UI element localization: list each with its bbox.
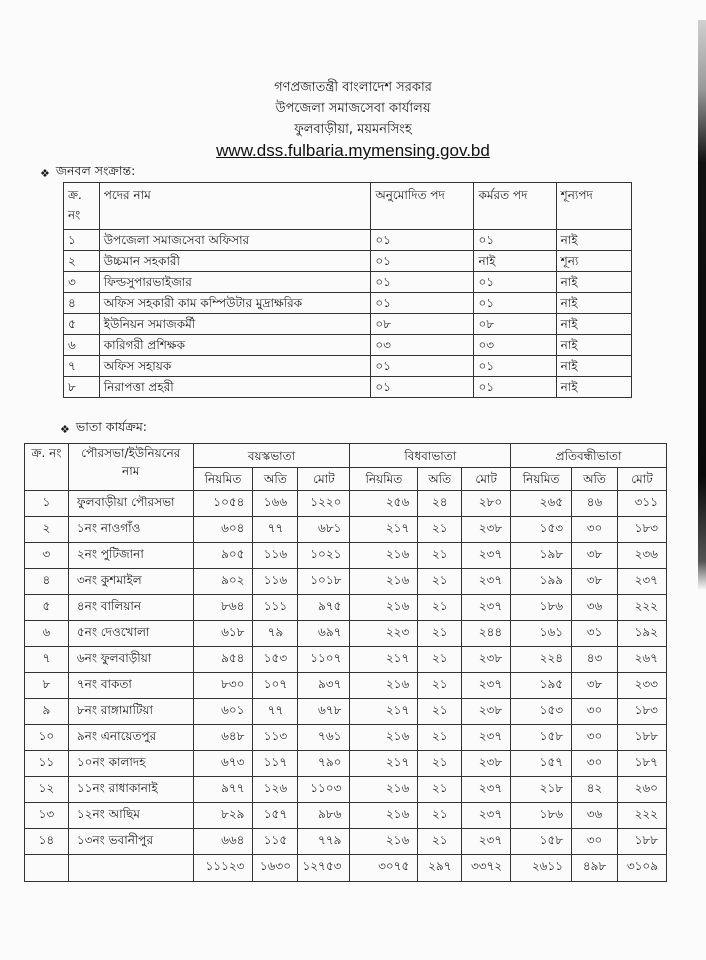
vacant-cell: নাই [556,314,631,335]
widow-total-cell: ২৩৭ [462,803,511,829]
serial-cell: ৮ [25,673,69,699]
elderly-extreme-cell: ১১৭ [253,751,298,777]
elderly-extreme-cell: ১১৬ [253,543,298,569]
union-name-cell: ১২নং আছিম [68,803,193,829]
allowance-row [25,803,667,829]
disability-regular-cell: ১৫৮ [511,725,572,751]
allowance-row [25,699,667,725]
disability-extreme-cell: ৪৬ [572,491,618,517]
allowance-row [25,491,667,517]
union-name-cell: ১নং নাওগাঁও [68,517,193,543]
manpower-title-text: জনবল সংক্রান্ত: [55,163,136,178]
widow-total-cell: ২৩৭ [462,829,511,855]
allowance-section-title [60,419,147,439]
four-diamond-bullet-icon: ❖ [60,422,68,436]
elderly-total-cell: ১১০৩ [298,777,350,803]
elderly-regular-cell: ১১১২৩ [193,855,253,882]
allowance-row [25,569,667,595]
allowance-row [25,647,667,673]
manpower-row [64,251,632,272]
manpower-row [64,272,632,293]
elderly-total-cell: ৬৯৭ [298,621,350,647]
elderly-extreme-cell: ১৬৬ [253,491,298,517]
disability-regular-cell: ২২৪ [511,647,572,673]
manpower-row [64,230,632,251]
widow-total-cell: ২৩৭ [462,569,511,595]
elderly-extreme-cell: ১৬৩০ [253,855,298,882]
approved-cell: ০৮ [371,314,474,335]
col-union-name: পৌরসভা/ইউনিয়নের নাম [68,444,193,491]
serial-cell: ১৪ [25,829,69,855]
serial-cell: ১০ [25,725,69,751]
widow-regular-cell: ২১৭ [350,699,418,725]
widow-extreme-cell: ২১ [418,699,462,725]
elderly-total-cell: ৯৭৫ [298,595,350,621]
widow-total-cell: ২৮০ [462,491,511,517]
widow-extreme-cell: ২১ [418,751,462,777]
elderly-extreme-cell: ১১৫ [253,829,298,855]
disability-extreme-cell: ৩৮ [572,569,618,595]
disability-total-cell: ৩১০৯ [617,855,666,882]
serial-cell: ৬ [25,621,69,647]
post-name-cell: উপজেলা সমাজসেবা অফিসার [99,230,371,251]
elderly-total-cell: ১০১৮ [298,569,350,595]
elderly-extreme-cell: ৭৭ [253,517,298,543]
elderly-extreme-cell: ১১৩ [253,725,298,751]
approved-cell: ০১ [371,377,474,398]
working-cell: নাই [474,251,556,272]
elderly-regular-cell: ৯৭৭ [193,777,253,803]
serial-cell: ৩ [25,543,69,569]
manpower-table [63,182,632,398]
disability-extreme-cell: ৩০ [572,725,618,751]
allowance-row [25,725,667,751]
vacant-cell: শূন্য [556,251,631,272]
disability-regular-cell: ২৬৫ [511,491,572,517]
header-government: গণপ্রজাতন্ত্রী বাংলাদেশ সরকার [274,80,432,95]
allowance-title-text: ভাতা কার্যক্রম: [75,419,147,434]
allowance-row [25,751,667,777]
disability-total-cell: ২২২ [617,803,666,829]
manpower-row [64,356,632,377]
disability-regular-cell: ১৫৭ [511,751,572,777]
serial-cell: ১৩ [25,803,69,829]
serial-cell: ৩ [64,272,100,293]
disability-extreme-cell: ৪৩ [572,647,618,673]
working-cell: ০১ [474,272,556,293]
allowance-row [25,673,667,699]
disability-extreme-cell: ৩৬ [572,803,618,829]
elderly-regular-cell: ৯০২ [193,569,253,595]
widow-regular-cell: ২১৬ [350,725,418,751]
sub-total: মোট [617,468,666,491]
disability-regular-cell: ২১৮ [511,777,572,803]
vacant-cell: নাই [556,293,631,314]
serial-cell: ২ [64,251,100,272]
allowance-row [25,517,667,543]
disability-total-cell: ১৮৮ [617,829,666,855]
widow-regular-cell: ২১৬ [350,595,418,621]
union-name-cell: ১১নং রাধাকানাই [68,777,193,803]
union-name-cell: ৮নং রাঙ্গামাটিয়া [68,699,193,725]
post-name-cell: ইউনিয়ন সমাজকর্মী [99,314,371,335]
group-disability-allowance: প্রতিবন্ধীভাতা [511,444,667,468]
elderly-total-cell: ৯৮৬ [298,803,350,829]
widow-total-cell: ২৩৭ [462,673,511,699]
widow-total-cell: ২৪৪ [462,621,511,647]
disability-extreme-cell: ৩১ [572,621,618,647]
col-working: কর্মরত পদ [474,183,556,230]
widow-total-cell: ২৩৭ [462,595,511,621]
serial-cell: ৫ [25,595,69,621]
elderly-extreme-cell: ১১১ [253,595,298,621]
widow-total-cell: ২৩৭ [462,543,511,569]
widow-extreme-cell: ২১ [418,595,462,621]
manpower-row [64,377,632,398]
union-name-cell: ৬নং ফুলবাড়ীয়া [68,647,193,673]
allowance-row [25,595,667,621]
approved-cell: ০৩ [371,335,474,356]
widow-regular-cell: ৩০৭৫ [350,855,418,882]
post-name-cell: উচ্চমান সহকারী [99,251,371,272]
sub-total: মোট [462,468,511,491]
serial-cell: ৪ [64,293,100,314]
widow-extreme-cell: ২১ [418,543,462,569]
manpower-table-body [64,230,632,398]
serial-cell: ৬ [64,335,100,356]
approved-cell: ০১ [371,230,474,251]
elderly-extreme-cell: ১৫৩ [253,647,298,673]
disability-regular-cell: ১৯৯ [511,569,572,595]
disability-regular-cell: ১৫৩ [511,517,572,543]
union-name-cell: ফুলবাড়ীয়া পৌরসভা [68,491,193,517]
disability-total-cell: ১৮৩ [617,699,666,725]
disability-extreme-cell: ৩০ [572,829,618,855]
elderly-regular-cell: ১০৫৪ [193,491,253,517]
sub-regular: নিয়মিত [511,468,572,491]
manpower-row [64,335,632,356]
serial-cell: ৪ [25,569,69,595]
serial-cell: ১১ [25,751,69,777]
working-cell: ০১ [474,356,556,377]
disability-extreme-cell: ৩৬ [572,595,618,621]
union-name-cell [68,855,193,882]
sub-extreme: অতি [253,468,298,491]
widow-regular-cell: ২১৭ [350,647,418,673]
union-name-cell: ১৩নং ভবানীপুর [68,829,193,855]
disability-total-cell: ২৩৩ [617,673,666,699]
disability-extreme-cell: ৩০ [572,517,618,543]
vacant-cell: নাই [556,230,631,251]
sub-extreme: অতি [572,468,618,491]
widow-extreme-cell: ২১ [418,829,462,855]
approved-cell: ০১ [371,272,474,293]
widow-extreme-cell: ২১ [418,517,462,543]
working-cell: ০১ [474,230,556,251]
allowance-row [25,829,667,855]
union-name-cell: ৪নং বালিয়ান [68,595,193,621]
disability-extreme-cell: ৩০ [572,699,618,725]
disability-regular-cell: ১৫৩ [511,699,572,725]
manpower-row [64,293,632,314]
widow-total-cell: ৩৩৭২ [462,855,511,882]
elderly-regular-cell: ৮২৯ [193,803,253,829]
widow-regular-cell: ২১৭ [350,751,418,777]
elderly-total-cell: ৯৩৭ [298,673,350,699]
elderly-regular-cell: ৬১৮ [193,621,253,647]
widow-extreme-cell: ২৪ [418,491,462,517]
four-diamond-bullet-icon: ❖ [40,166,48,180]
disability-total-cell: ২৩৬ [617,543,666,569]
disability-regular-cell: ১৮৬ [511,595,572,621]
widow-extreme-cell: ২১ [418,725,462,751]
elderly-extreme-cell: ৭৯ [253,621,298,647]
widow-extreme-cell: ২১ [418,621,462,647]
col-post-name: পদের নাম [99,183,371,230]
post-name-cell: অফিস সহকারী কাম কম্পিউটার মুদ্রাক্ষরিক [99,293,371,314]
elderly-total-cell: ১০২১ [298,543,350,569]
serial-cell: ৮ [64,377,100,398]
elderly-extreme-cell: ১০৭ [253,673,298,699]
allowance-row [25,777,667,803]
disability-extreme-cell: ৪২ [572,777,618,803]
disability-total-cell: ২২২ [617,595,666,621]
website-link[interactable]: www.dss.fulbaria.mymensing.gov.bd [216,141,490,160]
vacant-cell: নাই [556,377,631,398]
union-name-cell: ৫নং দেওখোলা [68,621,193,647]
sub-regular: নিয়মিত [193,468,253,491]
widow-total-cell: ২৩৭ [462,725,511,751]
widow-regular-cell: ২১৬ [350,777,418,803]
elderly-total-cell: ৭৭৯ [298,829,350,855]
widow-extreme-cell: ২১ [418,673,462,699]
post-name-cell: নিরাপত্তা প্রহরী [99,377,371,398]
union-name-cell: ২নং পুটিজানা [68,543,193,569]
disability-total-cell: ১৯২ [617,621,666,647]
elderly-regular-cell: ৬৭৩ [193,751,253,777]
header-location: ফুলবাড়ীয়া, ময়মনসিংহ [294,122,412,137]
disability-regular-cell: ১৯৮ [511,543,572,569]
widow-total-cell: ২৩৮ [462,517,511,543]
widow-total-cell: ২৩৮ [462,699,511,725]
elderly-regular-cell: ৯০৫ [193,543,253,569]
vacant-cell: নাই [556,356,631,377]
allowance-row [25,621,667,647]
serial-cell: ১ [25,491,69,517]
approved-cell: ০১ [371,251,474,272]
working-cell: ০১ [474,377,556,398]
col-vacant: শূন্যপদ [556,183,631,230]
elderly-total-cell: ১১০৭ [298,647,350,673]
sub-regular: নিয়মিত [350,468,418,491]
disability-regular-cell: ১৮৬ [511,803,572,829]
widow-regular-cell: ২৫৬ [350,491,418,517]
allowance-row [25,543,667,569]
disability-extreme-cell: ৩৮ [572,543,618,569]
elderly-extreme-cell: ১২৬ [253,777,298,803]
col-serial: ক্র. নং [25,444,69,491]
elderly-regular-cell: ৮৩০ [193,673,253,699]
elderly-regular-cell: ৬০১ [193,699,253,725]
serial-cell: ৭ [64,356,100,377]
elderly-total-cell: ৬৭৮ [298,699,350,725]
disability-extreme-cell: ৪৯৮ [572,855,618,882]
widow-extreme-cell: ২১ [418,647,462,673]
elderly-total-cell: ১২৭৫৩ [298,855,350,882]
widow-regular-cell: ২২৩ [350,621,418,647]
serial-cell: ৭ [25,647,69,673]
serial-cell: ২ [25,517,69,543]
approved-cell: ০১ [371,356,474,377]
disability-total-cell: ১৮৩ [617,517,666,543]
header-office: উপজেলা সমাজসেবা কার্যালয় [275,101,431,116]
widow-regular-cell: ২১৬ [350,543,418,569]
widow-regular-cell: ২১৬ [350,569,418,595]
disability-total-cell: ৩১১ [617,491,666,517]
serial-cell: ৯ [25,699,69,725]
union-name-cell: ১০নং কালাদহ [68,751,193,777]
vacant-cell: নাই [556,272,631,293]
elderly-total-cell: ৬৮১ [298,517,350,543]
group-widow-allowance: বিধবাভাতা [350,444,511,468]
allowance-table [24,443,667,882]
disability-extreme-cell: ৩০ [572,751,618,777]
widow-total-cell: ২৩৮ [462,751,511,777]
elderly-regular-cell: ৯৫৪ [193,647,253,673]
sub-total: মোট [298,468,350,491]
disability-regular-cell: ১৯৫ [511,673,572,699]
widow-extreme-cell: ২১ [418,777,462,803]
disability-regular-cell: ২৬১১ [511,855,572,882]
working-cell: ০১ [474,293,556,314]
widow-regular-cell: ২১৬ [350,673,418,699]
approved-cell: ০১ [371,293,474,314]
disability-regular-cell: ১৫৮ [511,829,572,855]
allowance-table-body [25,491,667,882]
sub-extreme: অতি [418,468,462,491]
elderly-extreme-cell: ১১৬ [253,569,298,595]
widow-extreme-cell: ২১ [418,569,462,595]
elderly-extreme-cell: ১৫৭ [253,803,298,829]
widow-extreme-cell: ২১ [418,803,462,829]
widow-total-cell: ২৩৮ [462,647,511,673]
manpower-section-title [40,163,135,183]
union-name-cell: ৩নং কুশমাইল [68,569,193,595]
union-name-cell: ৯নং এনায়েতপুর [68,725,193,751]
elderly-extreme-cell: ৭৭ [253,699,298,725]
totals-row [25,855,667,882]
widow-regular-cell: ২১৭ [350,517,418,543]
manpower-row [64,314,632,335]
disability-total-cell: ২৬৭ [617,647,666,673]
widow-extreme-cell: ২৯৭ [418,855,462,882]
widow-regular-cell: ২১৬ [350,803,418,829]
disability-total-cell: ২৩৭ [617,569,666,595]
union-name-cell: ৭নং বাকতা [68,673,193,699]
elderly-total-cell: ৭৯০ [298,751,350,777]
elderly-regular-cell: ৬৪৮ [193,725,253,751]
elderly-regular-cell: ৬৬৪ [193,829,253,855]
serial-cell: ১ [64,230,100,251]
vacant-cell: নাই [556,335,631,356]
disability-total-cell: ২৬০ [617,777,666,803]
elderly-regular-cell: ৬০৪ [193,517,253,543]
post-name-cell: কারিগরী প্রশিক্ষক [99,335,371,356]
elderly-total-cell: ১২২০ [298,491,350,517]
elderly-total-cell: ৭৬১ [298,725,350,751]
widow-regular-cell: ২১৬ [350,829,418,855]
disability-regular-cell: ১৬১ [511,621,572,647]
col-serial: ক্র. নং [64,183,100,230]
serial-cell: ১২ [25,777,69,803]
working-cell: ০৮ [474,314,556,335]
elderly-regular-cell: ৮৬৪ [193,595,253,621]
post-name-cell: ফিল্ডসুপারভাইজার [99,272,371,293]
post-name-cell: অফিস সহায়ক [99,356,371,377]
disability-total-cell: ১৮৭ [617,751,666,777]
group-elderly-allowance: বয়স্কভাতা [193,444,350,468]
serial-cell: ৫ [64,314,100,335]
widow-total-cell: ২৩৭ [462,777,511,803]
working-cell: ০৩ [474,335,556,356]
serial-cell [25,855,69,882]
col-approved: অনুমোদিত পদ [371,183,474,230]
disability-extreme-cell: ৩৮ [572,673,618,699]
disability-total-cell: ১৮৮ [617,725,666,751]
